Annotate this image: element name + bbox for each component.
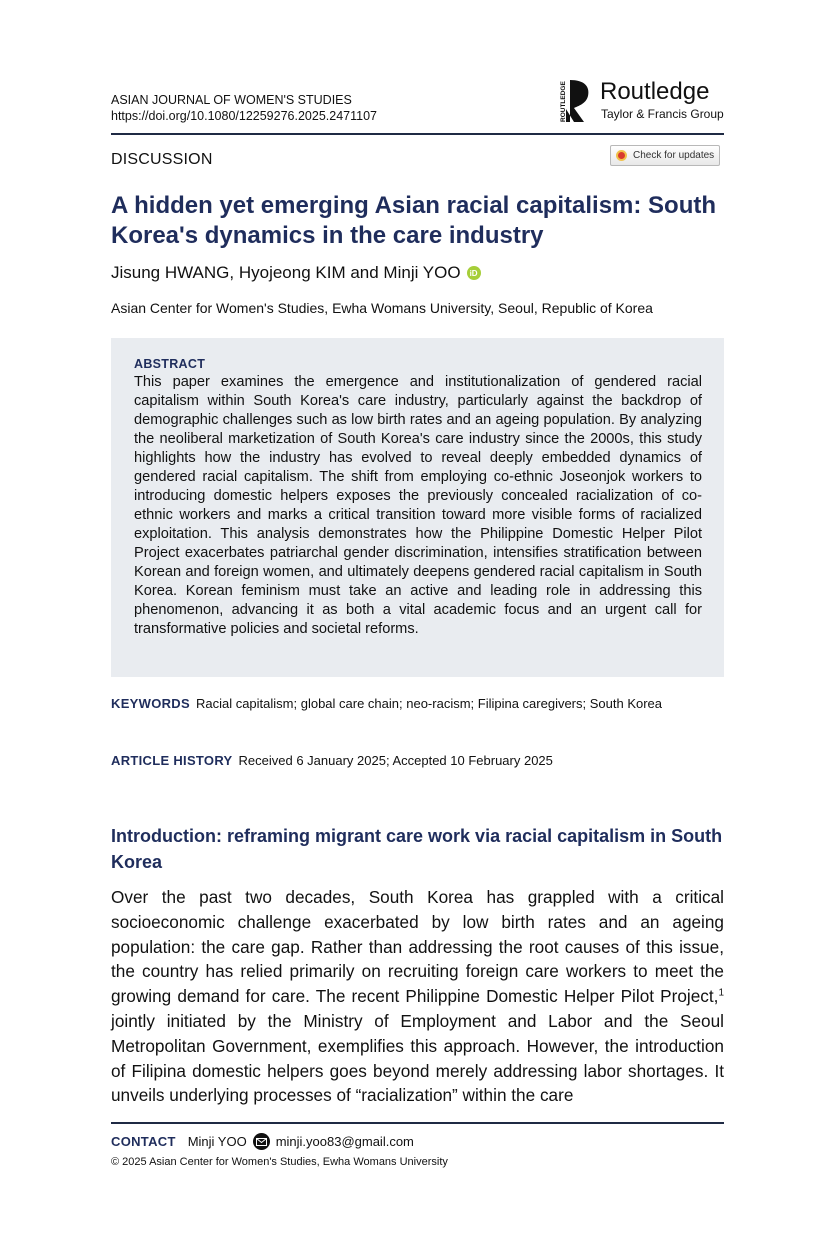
- keywords: [111, 696, 662, 711]
- orcid-icon[interactable]: iD: [467, 266, 481, 280]
- body-text-part-1: Over the past two decades, South Korea has grappled with a critical socioeconomic challenge exacerbated by low birth rates and an ageing population: the care gap. Rather than addressing the root causes of this issue, the country has relied primarily on recruiting foreign care workers to meet the growing demand for care. The recent Philippine Domestic Helper Pilot Project,: [111, 887, 724, 1007]
- copyright-notice: © 2025 Asian Center for Women's Studies, Ewha Womans University: [111, 1156, 448, 1168]
- routledge-logo-icon: [558, 78, 594, 124]
- journal-header: [111, 92, 377, 124]
- body-paragraph: [111, 885, 724, 1108]
- article-history: [111, 753, 553, 768]
- article-history-value: Received 6 January 2025; Accepted 10 February 2025: [238, 753, 553, 768]
- article-title: A hidden yet emerging Asian racial capitalism: South Korea's dynamics in the care industry: [111, 192, 717, 249]
- contact-label: CONTACT: [111, 1134, 176, 1149]
- keywords-label: KEYWORDS: [111, 696, 190, 711]
- footer-divider: [111, 1122, 724, 1124]
- contact-name: Minji YOO: [187, 1134, 247, 1149]
- footnote-marker[interactable]: 1: [718, 987, 724, 999]
- publisher-name: Routledge: [600, 78, 710, 105]
- header-divider: [111, 133, 724, 135]
- mail-icon: [253, 1133, 270, 1150]
- crossmark-icon: [616, 150, 627, 161]
- doi-link[interactable]: https://doi.org/10.1080/12259276.2025.2471107: [111, 109, 377, 123]
- publisher-subtitle: Taylor & Francis Group: [601, 107, 724, 121]
- author-names: Jisung HWANG, Hyojeong KIM and Minji YOO: [111, 263, 461, 282]
- affiliation: Asian Center for Women's Studies, Ewha Womans University, Seoul, Republic of Korea: [111, 300, 653, 316]
- publisher-logo[interactable]: [558, 78, 728, 124]
- contact-line: [111, 1133, 414, 1150]
- contact-email[interactable]: minji.yoo83@gmail.com: [275, 1134, 414, 1149]
- author-list: [111, 263, 481, 283]
- publisher-vertical-text: ROUTLEDGE: [560, 81, 567, 122]
- journal-name: ASIAN JOURNAL OF WOMEN'S STUDIES: [111, 93, 352, 107]
- check-for-updates-button[interactable]: [610, 145, 720, 166]
- check-for-updates-label: Check for updates: [633, 150, 715, 161]
- body-text-part-2: jointly initiated by the Ministry of Employment and Labor and the Seoul Metropolitan Government, exemplifies this approach. However, the introduction of Filipina domestic helpers goes beyond merely addressing labor shortages. It unveils underlying processes of “racialization” within the care: [111, 1010, 724, 1106]
- article-history-label: ARTICLE HISTORY: [111, 753, 233, 768]
- abstract-heading: ABSTRACT: [134, 357, 206, 371]
- abstract-text: This paper examines the emergence and institutionalization of gendered racial capitalism within South Korea's care industry, particularly against the backdrop of demographic challenges such as low birth rates and an ageing population. By analyzing the neoliberal marketization of South Korea's care industry since the 2000s, this study highlights how the industry has evolved to reveal deeply embedded dynamics of gendered racial capitalism. The shift from employing co-ethnic Joseonjok workers to introducing domestic helpers exposes the previously concealed racialization of co-ethnic workers and marks a critical transition toward more visible forms of racialized exploitation. This analysis demonstrates how the Philippine Domestic Helper Pilot Project exacerbates patriarchal gender discrimination, intensifies stratification between Korean and foreign women, and ultimately deepens gendered racial capitalism in South Korea. Korean feminism must take an active and leading role in addressing this phenomenon, advancing it as both a vital academic focus and an urgent call for transformative policies and societal reforms.: [134, 374, 702, 637]
- article-type-label: DISCUSSION: [111, 151, 213, 168]
- section-heading: Introduction: reframing migrant care work via racial capitalism in South Korea: [111, 826, 723, 872]
- keywords-value: Racial capitalism; global care chain; neo-racism; Filipina caregivers; South Korea: [195, 696, 663, 711]
